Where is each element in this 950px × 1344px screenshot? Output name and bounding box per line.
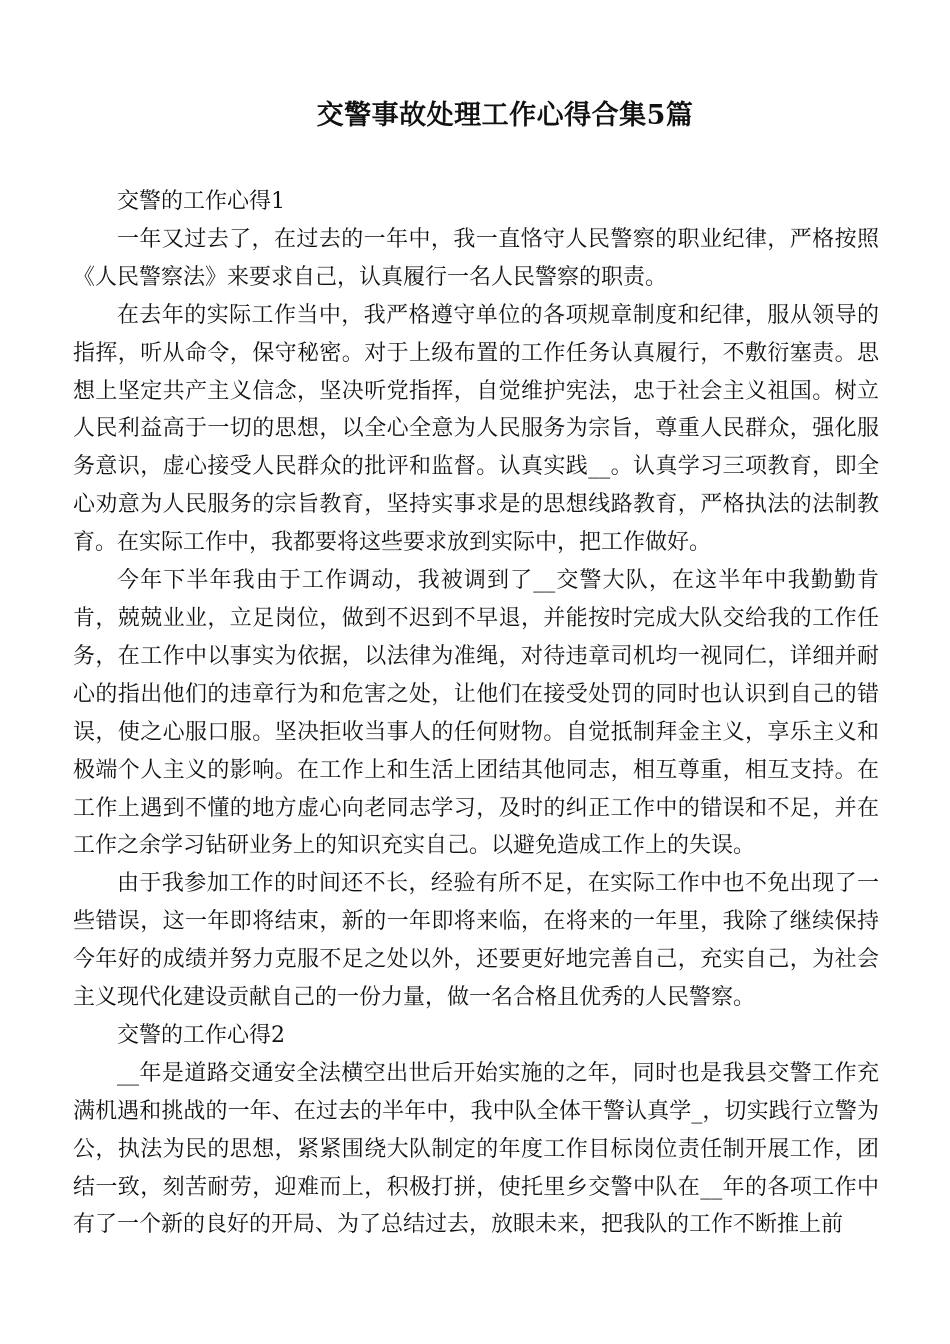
paragraph: 今年下半年我由于工作调动，我被调到了__交警大队，在这半年中我勤勤肯肯，兢兢业业，立足岗位，做到不迟到不早退，并能按时完成大队交给我的工作任务，在工作中以事实为依据，以法律为准绳，对待违章司机均一视同仁，详细并耐心的指出他们的违章行为和危害之处，让他们在接受处罚的同时也认识到自己的错误，使之心服口服。坚决拒收当事人的任何财物。自觉抵制拜金主义，享乐主义和极端个人主义的影响。在工作上和生活上团结其他同志，相互尊重，相互支持。在工作上遇到不懂的地方虚心向老同志学习，及时的纠正工作中的错误和不足，并在工作之余学习钻研业务上的知识充实自己。以避免造成工作上的失误。 bbox=[73, 568, 879, 859]
paragraph: __年是道路交通安全法横空出世后开始实施的之年，同时也是我县交警工作充满机遇和挑战的一年、在过去的半年中，我中队全体干警认真学_，切实践行立警为公，执法为民的思想，紧紧围绕大队制定的年度工作目标岗位责任制开展工作，团结一致，刻苦耐劳，迎难而上，积极打拼，使托里乡交警中队在__年的各项工作中有了一个新的良好的开局、为了总结过去，放眼未来，把我队的工作不断推上前 bbox=[73, 1060, 879, 1238]
paragraph: 由于我参加工作的时间还不长，经验有所不足，在实际工作中也不免出现了一些错误，这一年即将结束，新的一年即将来临，在将来的一年里，我除了继续保持今年好的成绩并努力克服不足之处以外，还要更好地完善自己，充实自己，为社会主义现代化建设贡献自己的一份力量，做一名合格且优秀的人民警察。 bbox=[73, 871, 879, 1011]
document-body bbox=[73, 183, 879, 1244]
section-heading-2: 交警的工作心得2 bbox=[117, 1022, 285, 1048]
paragraph: 在去年的实际工作当中，我严格遵守单位的各项规章制度和纪律，服从领导的指挥，听从命令，保守秘密。对于上级布置的工作任务认真履行，不敷衍塞责。思想上坚定共产主义信念，坚决听党指挥，自觉维护宪法，忠于社会主义祖国。树立人民利益高于一切的思想，以全心全意为人民服务为宗旨，尊重人民群众，强化服务意识，虚心接受人民群众的批评和监督。认真实践__。认真学习三项教育，即全心劝意为人民服务的宗旨教育，坚持实事求是的思想线路教育，严格执法的法制教育。在实际工作中，我都要将这些要求放到实际中，把工作做好。 bbox=[73, 302, 879, 556]
section-heading-1: 交警的工作心得1 bbox=[117, 189, 285, 214]
document-title: 交警事故处理工作心得合集5篇 bbox=[316, 100, 694, 131]
paragraph: 一年又过去了，在过去的一年中，我一直恪守人民警察的职业纪律，严格按照《人民警察法》来要求自己，认真履行一名人民警察的职责。 bbox=[73, 226, 879, 290]
